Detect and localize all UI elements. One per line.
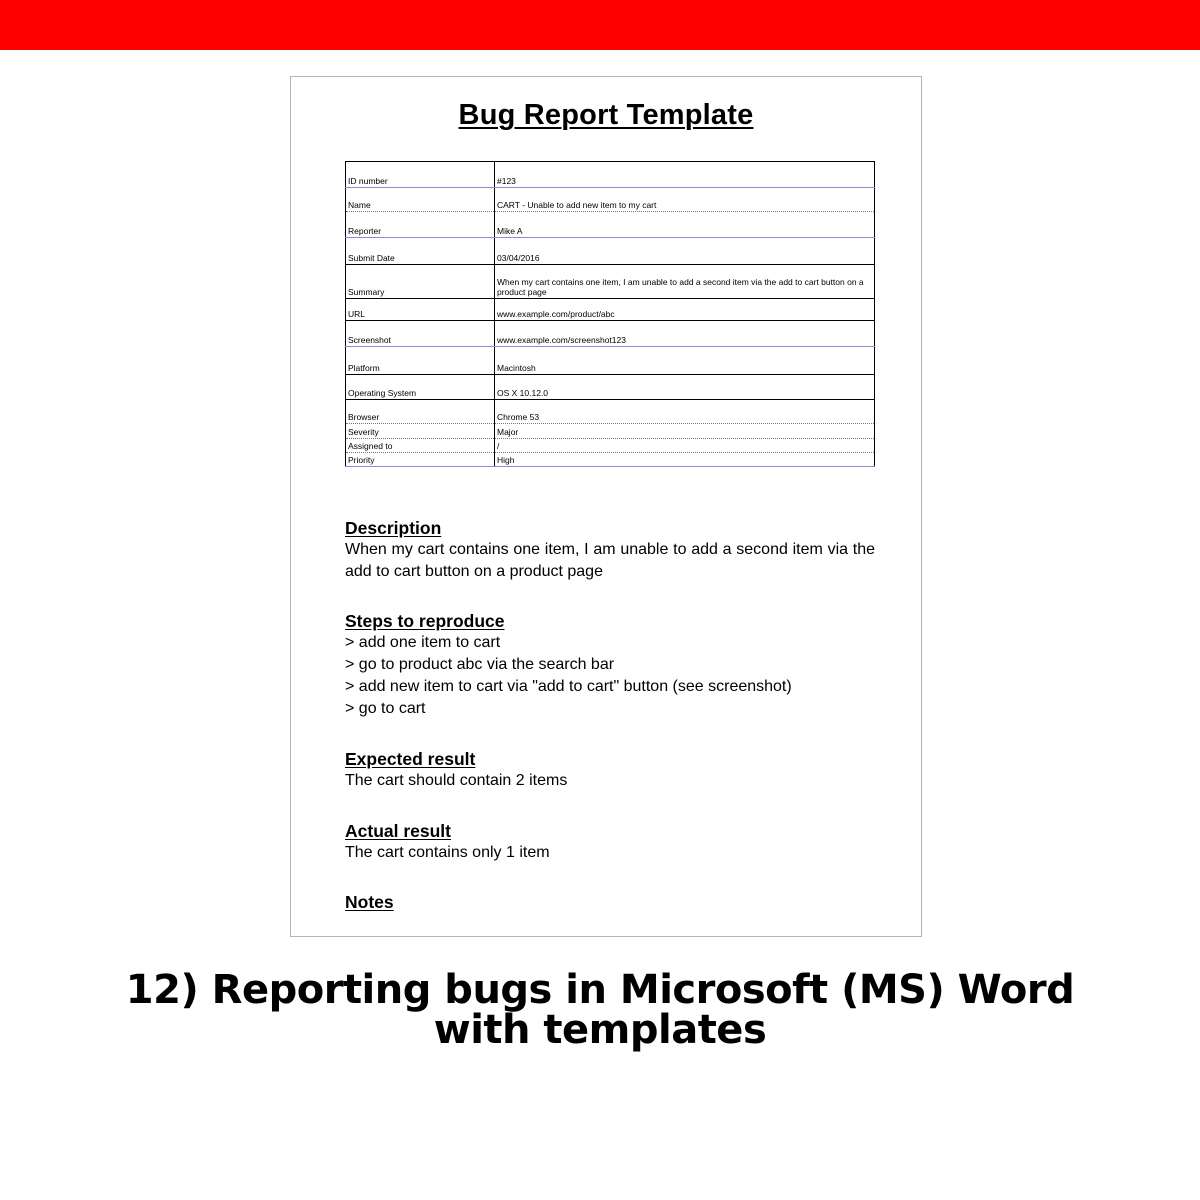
actual-result-section [345,820,875,864]
table-row [346,162,875,188]
steps-heading: Steps to reproduce [345,611,505,631]
caption-line-2: with templates [433,1007,767,1053]
table-row [346,212,875,238]
notes-heading: Notes [345,892,394,912]
field-value-browser: Chrome 53 [495,400,875,424]
actual-result-heading: Actual result [345,821,451,841]
step-item: > go to cart [345,700,426,717]
table-row [346,400,875,424]
caption-line-1: 12) Reporting bugs in Microsoft (MS) Word [125,967,1075,1013]
step-item: > go to product abc via the search bar [345,656,615,673]
table-row [346,188,875,212]
description-section [345,517,875,583]
field-value-url: www.example.com/product/abc [495,299,875,321]
step-item: > add new item to cart via "add to cart" button (see screenshot) [345,678,792,695]
field-label-priority: Priority [346,453,495,467]
notes-section [345,891,875,913]
table-row [346,347,875,375]
table-row [346,238,875,265]
actual-result-text: The cart contains only 1 item [345,844,550,861]
field-value-platform: Macintosh [495,347,875,375]
step-item: > add one item to cart [345,634,501,651]
field-label-severity: Severity [346,424,495,439]
field-label-assigned-to: Assigned to [346,439,495,453]
top-red-band [0,0,1200,50]
description-text: When my cart contains one item, I am unable to add a second item via the add to cart button on a product page [345,541,875,580]
field-label-browser: Browser [346,400,495,424]
field-value-summary: When my cart contains one item, I am unable to add a second item via the add to cart button on a product page [495,265,875,299]
table-row [346,439,875,453]
field-value-priority: High [495,453,875,467]
document-page [290,76,922,937]
field-value-id-number: #123 [495,162,875,188]
field-label-url: URL [346,299,495,321]
field-label-submit-date: Submit Date [346,238,495,265]
table-row [346,424,875,439]
expected-result-section [345,748,875,792]
table-row [346,453,875,467]
field-value-reporter: Mike A [495,212,875,238]
steps-section [345,610,875,720]
field-label-operating-system: Operating System [346,375,495,400]
expected-result-heading: Expected result [345,749,476,769]
table-row [346,265,875,299]
field-value-operating-system: OS X 10.12.0 [495,375,875,400]
field-label-name: Name [346,188,495,212]
field-value-name: CART - Unable to add new item to my cart [495,188,875,212]
bug-info-table [345,161,875,467]
table-row [346,321,875,347]
field-label-summary: Summary [346,265,495,299]
field-label-id-number: ID number [346,162,495,188]
field-label-reporter: Reporter [346,212,495,238]
table-row [346,299,875,321]
field-value-severity: Major [495,424,875,439]
description-heading: Description [345,518,442,538]
field-label-screenshot: Screenshot [346,321,495,347]
field-value-assigned-to: / [495,439,875,453]
expected-result-text: The cart should contain 2 items [345,772,568,789]
field-value-submit-date: 03/04/2016 [495,238,875,265]
table-row [346,375,875,400]
field-label-platform: Platform [346,347,495,375]
caption [0,967,1200,1053]
field-value-screenshot: www.example.com/screenshot123 [495,321,875,347]
document-title: Bug Report Template [458,99,754,131]
